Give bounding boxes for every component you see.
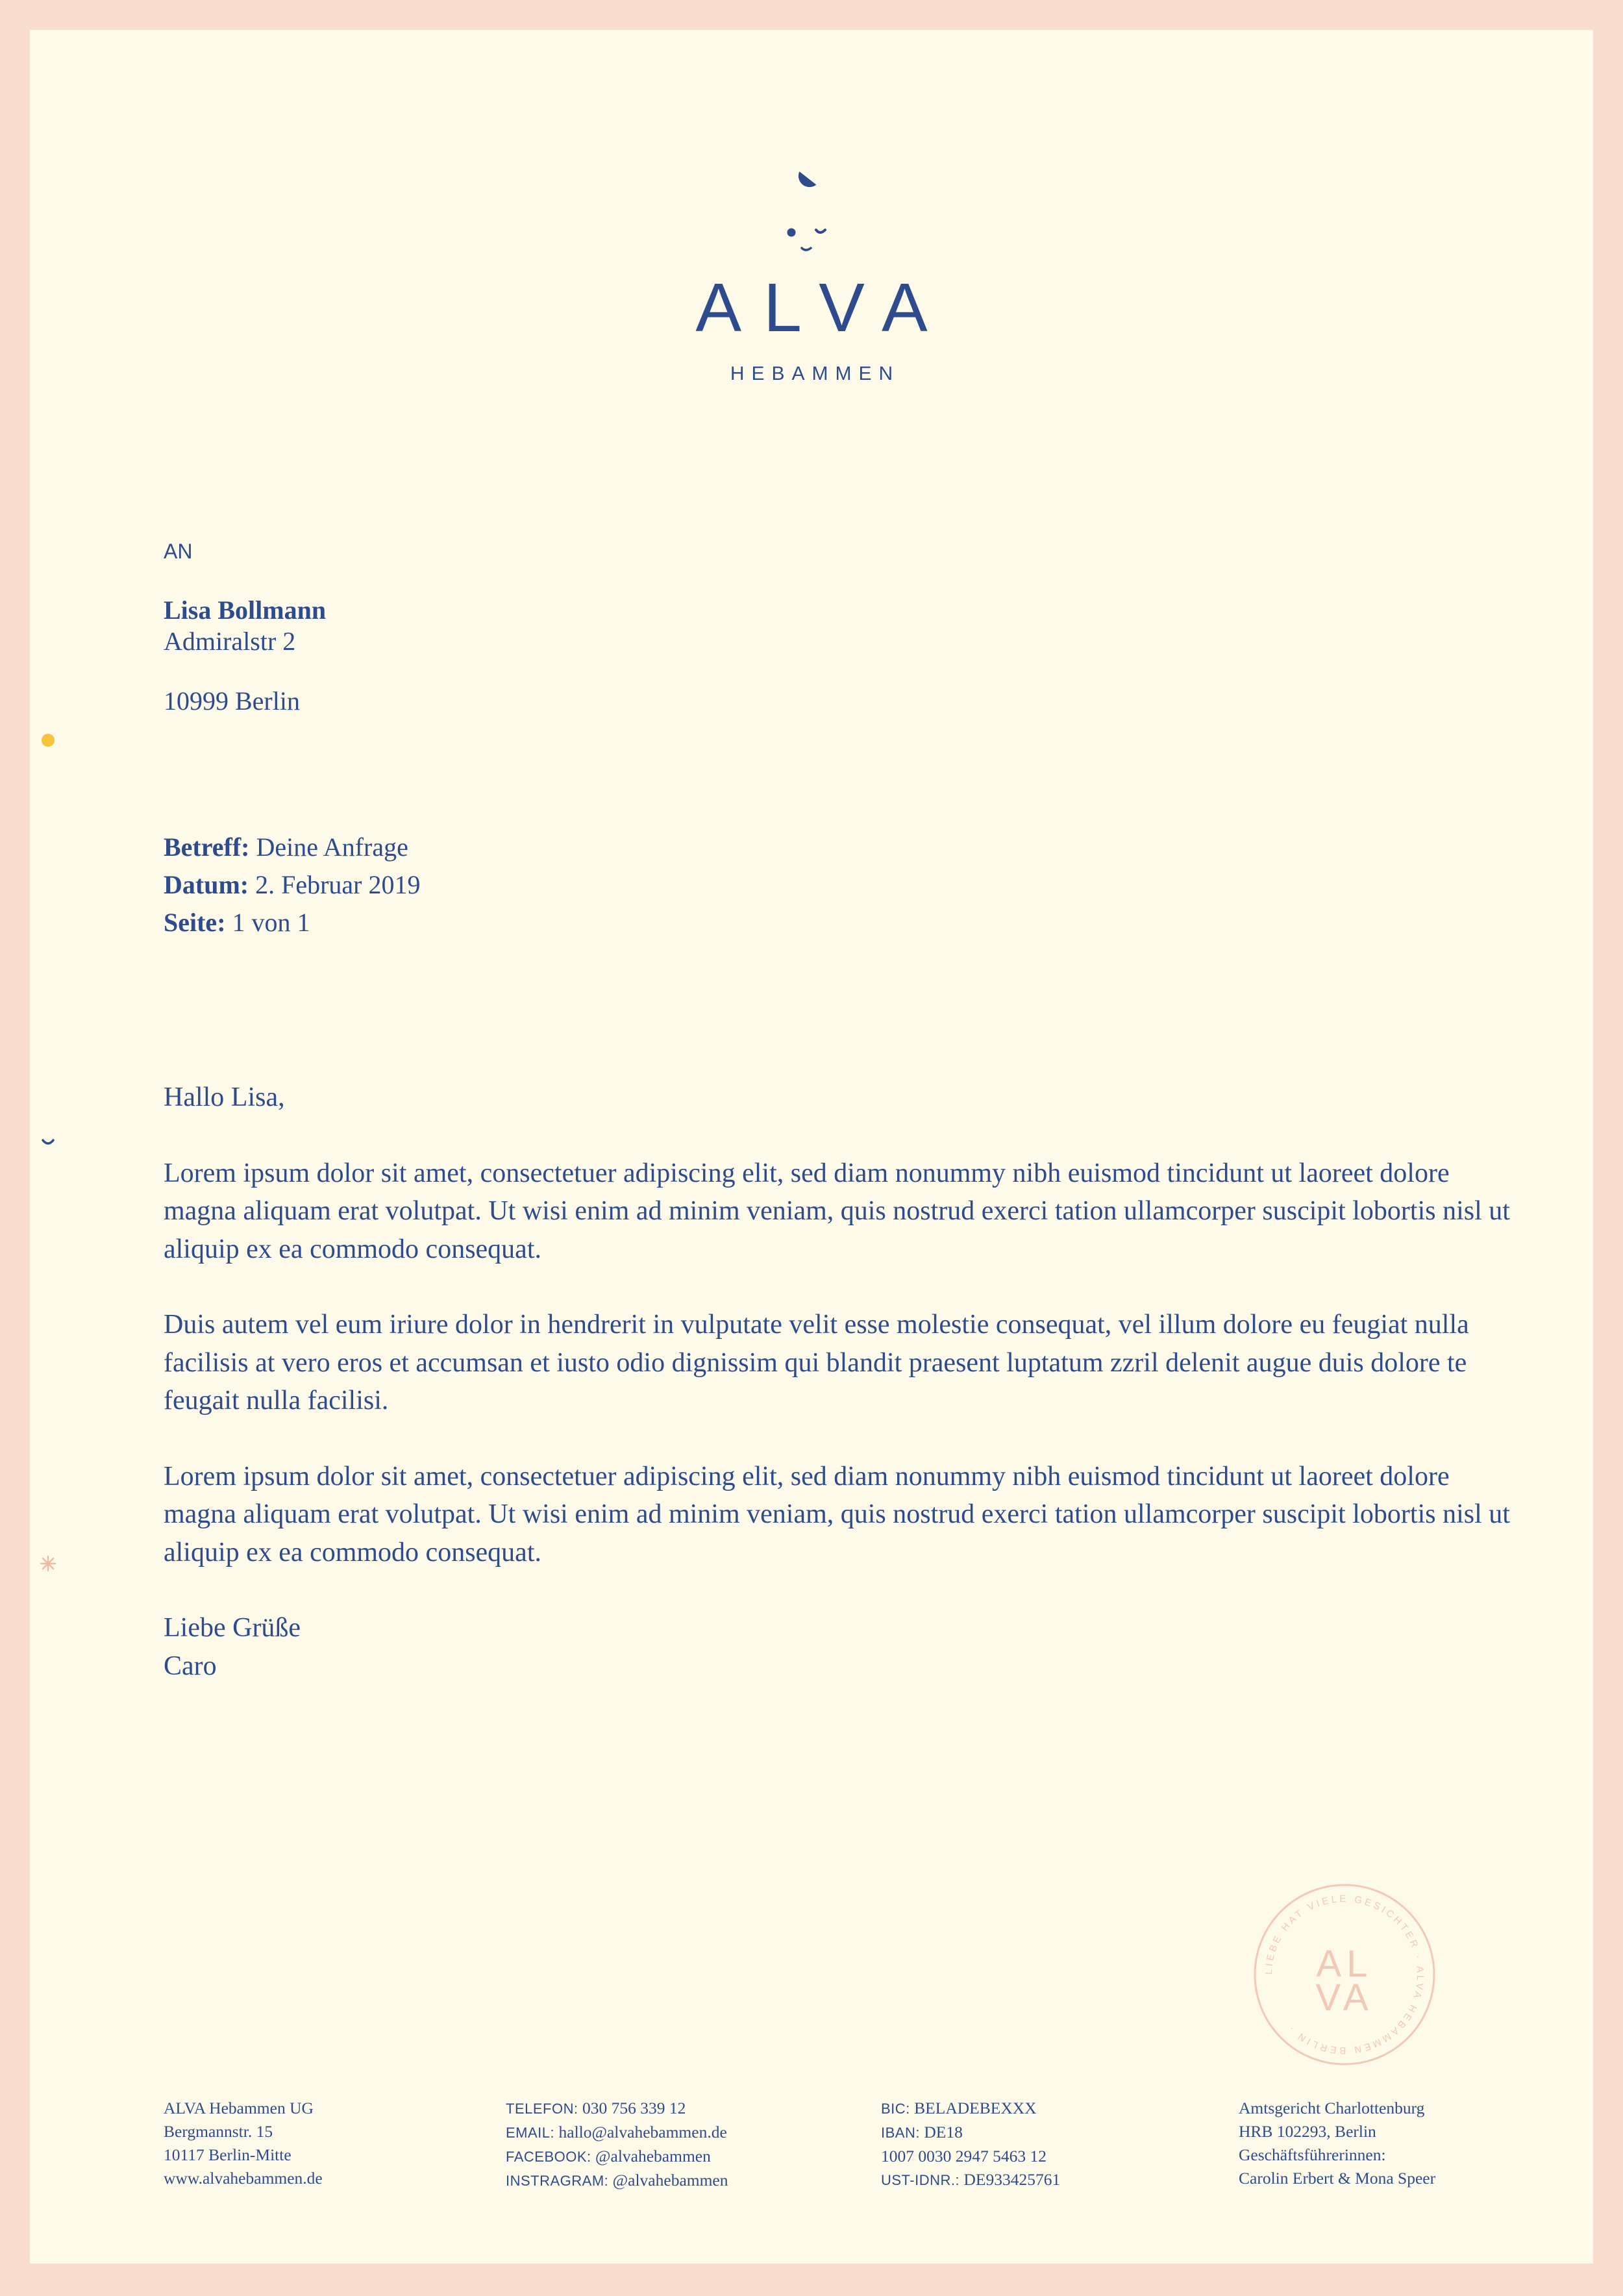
date-label: Datum: — [164, 870, 249, 899]
footer-iban-number: 1007 0030 2947 5463 12 — [881, 2147, 1047, 2165]
paragraph: Lorem ipsum dolor sit amet, consectetuer adipiscing elit, sed diam nonummy nibh euismod tincidunt ut laoreet dolore magna aliquam erat volutpat. Ut wisi enim ad minim veniam, quis nostrud exerci tation ullamcorper suscipit lobortis nisl ut aliquip ex ea commodo consequat. — [164, 1158, 1510, 1264]
seal-ring-text: LIEBE HAT VIELE GESICHTER · ALVA HEBAMMEN BERLIN · — [1263, 1893, 1426, 2056]
logo — [30, 30, 1593, 419]
footer-court: Amtsgericht Charlottenburg — [1239, 2099, 1425, 2117]
footer-company-city: 10117 Berlin-Mitte — [164, 2145, 291, 2164]
footer-directors-label: Geschäftsführerinnen: — [1239, 2145, 1386, 2164]
footer-vat: UST-IDNR.: DE933425761 — [881, 2170, 1061, 2189]
page-label: Seite: — [164, 908, 226, 937]
footer-directors: Carolin Erbert & Mona Speer — [1239, 2169, 1436, 2188]
footer-registry: HRB 102293, Berlin — [1239, 2122, 1376, 2141]
footer-phone: TELEFON: 030 756 339 12 — [506, 2099, 686, 2117]
seal-monogram-bottom: VA — [1315, 1977, 1374, 2019]
footer-company — [164, 2097, 323, 2190]
recipient-city: 10999 Berlin — [164, 686, 300, 716]
smile-mark-icon — [40, 1134, 56, 1149]
letter-sheet — [30, 30, 1593, 2264]
letter-body — [164, 1079, 1527, 1685]
footer-company-name: ALVA Hebammen UG — [164, 2099, 314, 2117]
footer-iban: IBAN: DE18 — [881, 2123, 963, 2141]
footer-bic: BIC: BELADEBEXXX — [881, 2099, 1037, 2117]
subject-line — [164, 829, 421, 866]
recipient-label: AN — [164, 540, 193, 563]
logo-wordmark: ALVA — [695, 269, 950, 346]
page-line — [164, 904, 421, 942]
logo-subtitle: HEBAMMEN — [730, 363, 900, 384]
footer-company-street: Bergmannstr. 15 — [164, 2122, 273, 2141]
recipient-name: Lisa Bollmann — [164, 595, 327, 625]
recipient-street: Admiralstr 2 — [164, 627, 296, 656]
yellow-dot-mark — [40, 732, 56, 748]
closing: Liebe Grüße — [164, 1613, 301, 1643]
date-line — [164, 866, 421, 904]
page-value: 1 von 1 — [232, 908, 310, 937]
footer-facebook: FACEBOOK: @alvahebammen — [506, 2147, 711, 2165]
footer-bank — [881, 2097, 1060, 2192]
footer-company-website: www.alvahebammen.de — [164, 2169, 323, 2188]
footer-legal — [1239, 2097, 1435, 2190]
paragraph: Lorem ipsum dolor sit amet, consectetuer adipiscing elit, sed diam nonummy nibh euismod tincidunt ut laoreet dolore magna aliquam erat volutpat. Ut wisi enim ad minim veniam, quis nostrud exerci tation ullamcorper suscipit lobortis nisl ut aliquip ex ea commodo consequat. — [164, 1461, 1510, 1567]
footer-contact — [506, 2097, 728, 2193]
greeting: Hallo Lisa, — [164, 1082, 285, 1112]
letter-meta — [164, 829, 421, 942]
alva-seal-stamp — [1250, 1880, 1439, 2069]
asterisk-mark-icon — [39, 1554, 57, 1573]
baby-face-icon — [773, 147, 851, 264]
recipient-address — [164, 595, 326, 717]
signature: Caro — [164, 1651, 217, 1681]
paragraph: Duis autem vel eum iriure dolor in hendrerit in vulputate velit esse molestie consequat, vel illum dolore eu feugiat nulla facilisis at vero eros et accumsan et iusto odio dignissim qui blandit praesent luptatum zzril delenit augue duis dolore te feugait nulla facilisi. — [164, 1310, 1469, 1416]
subject-value: Deine Anfrage — [256, 832, 408, 862]
footer-instagram: INSTRAGRAM: @alvahebammen — [506, 2171, 728, 2190]
date-value: 2. Februar 2019 — [255, 870, 421, 899]
seal-monogram-top: AL — [1316, 1943, 1373, 1985]
subject-label: Betreff: — [164, 832, 250, 862]
footer-email: EMAIL: hallo@alvahebammen.de — [506, 2123, 727, 2141]
